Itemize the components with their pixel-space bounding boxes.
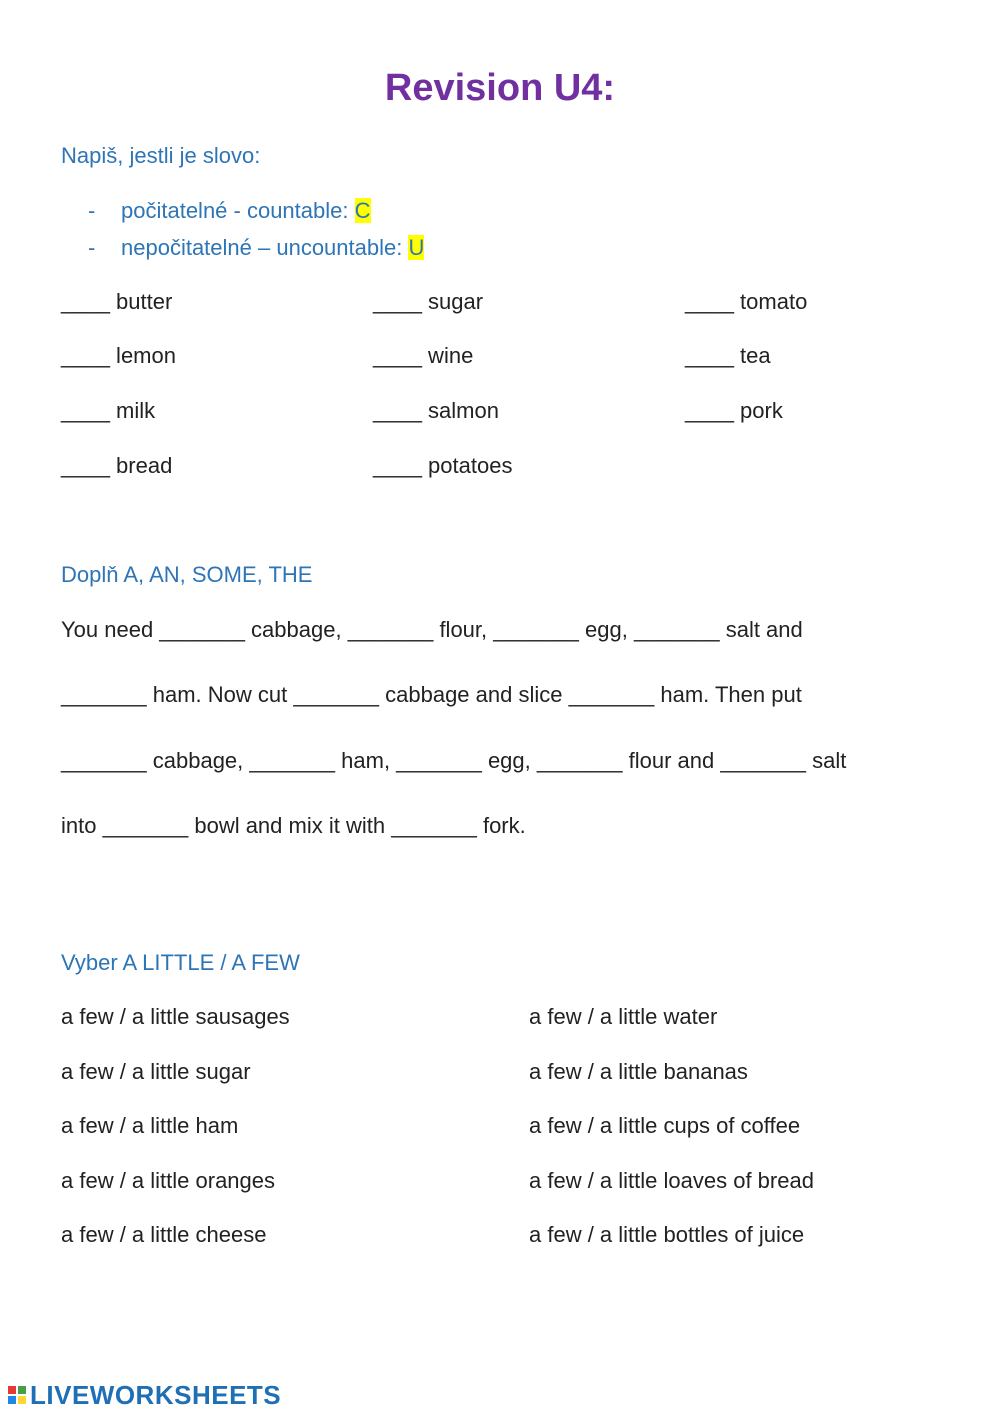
bullet-countable bbox=[88, 196, 371, 226]
word-item[interactable]: ____ bread bbox=[61, 453, 173, 478]
liveworksheets-logo[interactable] bbox=[8, 1380, 281, 1410]
bullet-dash: - bbox=[88, 198, 96, 223]
choice-item[interactable]: a few / a little sugar bbox=[61, 1059, 251, 1084]
section3-heading: Vyber A LITTLE / A FEW bbox=[61, 950, 300, 975]
logo-block bbox=[18, 1386, 26, 1394]
bullet-code: U bbox=[408, 235, 425, 260]
choice-item[interactable]: a few / a little bananas bbox=[529, 1059, 748, 1084]
bullet-code: C bbox=[354, 198, 371, 223]
choice-item[interactable]: a few / a little cups of coffee bbox=[529, 1113, 801, 1138]
fill-sentence[interactable]: into _______ bowl and mix it with _______ fork. bbox=[61, 813, 526, 838]
logo-block bbox=[8, 1386, 16, 1394]
word-item[interactable]: ____ salmon bbox=[373, 398, 499, 423]
choice-item[interactable]: a few / a little bottles of juice bbox=[529, 1222, 805, 1247]
word-item[interactable]: ____ wine bbox=[373, 343, 474, 368]
choice-item[interactable]: a few / a little water bbox=[529, 1004, 718, 1029]
word-item[interactable]: ____ sugar bbox=[373, 289, 484, 314]
word-item[interactable]: ____ milk bbox=[61, 398, 156, 423]
choice-item[interactable]: a few / a little loaves of bread bbox=[529, 1168, 814, 1193]
page-title: Revision U4: bbox=[384, 67, 616, 109]
fill-sentence[interactable]: You need _______ cabbage, _______ flour, _______ egg, _______ salt and bbox=[61, 617, 803, 642]
word-item[interactable]: ____ lemon bbox=[61, 343, 176, 368]
word-item[interactable]: ____ tea bbox=[685, 343, 771, 368]
logo-block bbox=[18, 1396, 26, 1404]
brand-name: LIVEWORKSHEETS bbox=[30, 1379, 282, 1410]
choice-item[interactable]: a few / a little sausages bbox=[61, 1004, 290, 1029]
word-item[interactable]: ____ butter bbox=[61, 289, 173, 314]
word-item[interactable]: ____ pork bbox=[685, 398, 783, 423]
bullet-text: nepočitatelné – uncountable: bbox=[121, 235, 409, 260]
fill-sentence[interactable]: _______ ham. Now cut _______ cabbage and slice _______ ham. Then put bbox=[61, 682, 802, 707]
choice-item[interactable]: a few / a little ham bbox=[61, 1113, 239, 1138]
logo-blocks-icon bbox=[8, 1386, 26, 1404]
logo-block bbox=[8, 1396, 16, 1404]
section2-heading: Doplň A, AN, SOME, THE bbox=[61, 562, 313, 587]
bullet-text: počitatelné - countable: bbox=[121, 198, 355, 223]
bullet-uncountable bbox=[88, 233, 424, 263]
choice-item[interactable]: a few / a little oranges bbox=[61, 1168, 276, 1193]
word-item[interactable]: ____ tomato bbox=[685, 289, 808, 314]
choice-item[interactable]: a few / a little cheese bbox=[61, 1222, 267, 1247]
word-item[interactable]: ____ potatoes bbox=[373, 453, 513, 478]
section1-heading: Napiš, jestli je slovo: bbox=[61, 143, 261, 168]
fill-sentence[interactable]: _______ cabbage, _______ ham, _______ egg, _______ flour and _______ salt bbox=[61, 748, 847, 773]
bullet-dash: - bbox=[88, 235, 96, 260]
